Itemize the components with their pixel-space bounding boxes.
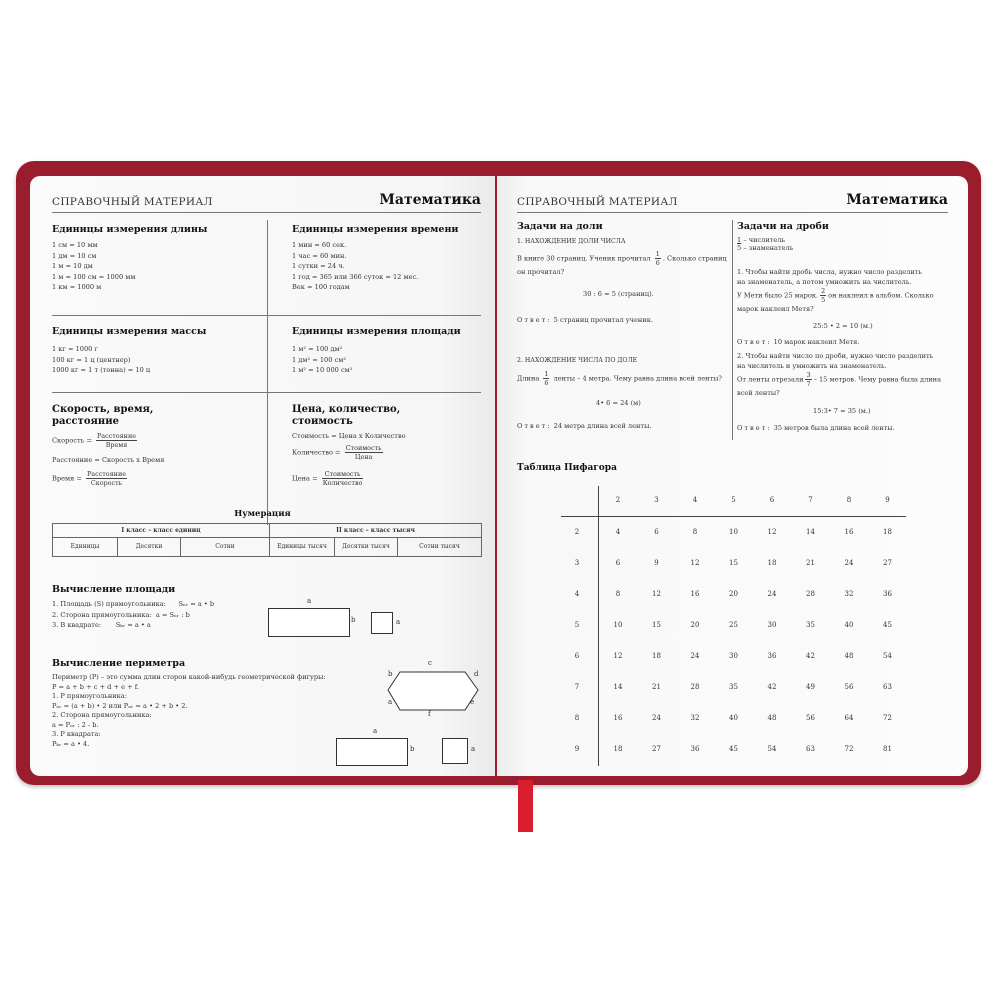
pythagoras-cell: 42 xyxy=(806,652,815,660)
pythagoras-cell: 45 xyxy=(883,621,892,629)
fraction xyxy=(345,444,383,461)
area-calc-line xyxy=(52,620,214,631)
bookmark-ribbon xyxy=(518,780,533,832)
perimeter-list xyxy=(52,673,326,749)
pythagoras-row-header: 5 xyxy=(574,621,580,629)
legend-text: – знаменатель xyxy=(743,244,794,252)
area-calc-text: 1. Площадь (S) прямоугольника: xyxy=(52,600,166,608)
side-formula: a = Sₙᵣ : b xyxy=(155,610,190,619)
mass-line: 100 кг = 1 ц (центнер) xyxy=(52,355,131,364)
area-calc-title: Вычисление площади xyxy=(52,584,176,595)
pythagoras-cell: 20 xyxy=(690,621,700,629)
legend-line xyxy=(737,236,793,244)
area-line: 1 м² = 100 дм² xyxy=(292,345,343,353)
pythagoras-cell: 24 xyxy=(767,590,777,598)
pythagoras-cell: 16 xyxy=(613,714,623,722)
problem-text: марок наклеил Метя? xyxy=(737,305,814,313)
fractions-p2-answer xyxy=(737,423,895,434)
numbering-cell: Единицы тысяч xyxy=(270,538,335,557)
pythagoras-col-header: 7 xyxy=(808,496,813,504)
pythagoras-cell: 64 xyxy=(844,714,854,722)
legend-denominator: 5 xyxy=(737,244,742,252)
pythagoras-cell: 40 xyxy=(844,621,854,629)
pythagoras-row-header: 7 xyxy=(574,683,580,691)
pythagoras-cell: 12 xyxy=(690,559,700,567)
pythagoras-cell: 63 xyxy=(806,745,815,753)
length-line: 1 м = 100 см = 1000 мм xyxy=(52,272,136,281)
pythagoras-horizontal-axis xyxy=(561,516,906,517)
shares-title: Задачи на доли xyxy=(517,221,603,232)
pythagoras-cell: 48 xyxy=(844,652,854,660)
numerator: Стоимость xyxy=(322,470,364,479)
fractions-title: Задачи на дроби xyxy=(737,221,829,232)
fractions-p1 xyxy=(737,267,934,314)
example-line xyxy=(737,371,941,388)
denominator: Время xyxy=(105,441,128,449)
pythagoras-cell: 10 xyxy=(729,528,738,536)
answer-label: Ответ: xyxy=(737,424,772,432)
problem-text: – 15 метров. Чему равна была длина xyxy=(813,375,942,384)
pythagoras-cell: 72 xyxy=(844,745,854,753)
area-calc-text: 2. Сторона прямоугольника: xyxy=(52,610,152,619)
price-title-line: Цена, количество, xyxy=(292,404,401,415)
pythagoras-cell: 18 xyxy=(767,559,777,567)
perimeter-line: a = Pₙᵣ : 2 - b. xyxy=(52,720,99,729)
right-page xyxy=(497,176,968,776)
pythagoras-cell: 45 xyxy=(729,745,738,753)
problem-text: всей ленты? xyxy=(737,389,780,397)
square-formula: Sₖᵥ = a • a xyxy=(115,621,151,629)
problem-text: Длина xyxy=(517,374,540,383)
fraction xyxy=(543,370,549,387)
left-header-section: СПРАВОЧНЫЙ МАТЕРИАЛ xyxy=(52,196,213,208)
side-label-a: a xyxy=(307,597,312,605)
answer-label: Ответ: xyxy=(517,316,552,324)
grid-divider xyxy=(267,220,268,525)
shares-p1-problem xyxy=(517,250,727,277)
fraction xyxy=(805,371,811,388)
perimeter-line: P = a + b + c + d + e + f. xyxy=(52,682,140,691)
pythagoras-cell: 20 xyxy=(729,590,738,598)
problem-text: он прочитал? xyxy=(517,268,565,276)
pythagoras-col-header: 5 xyxy=(731,496,736,504)
hex-label-e: e xyxy=(470,698,475,706)
time-line: 1 час = 60 мин. xyxy=(292,251,347,260)
pythagoras-cell: 28 xyxy=(690,683,700,691)
numbering-cell: Десятки xyxy=(118,538,181,557)
pythagoras-row-header: 6 xyxy=(574,652,580,660)
pythagoras-cell: 36 xyxy=(690,745,700,753)
perimeter-line: 1. P прямоугольника: xyxy=(52,692,127,700)
pythagoras-cell: 24 xyxy=(690,652,700,660)
shares-p2-problem xyxy=(517,370,722,387)
pythagoras-cell: 56 xyxy=(806,714,815,722)
pythagoras-cell: 18 xyxy=(652,652,661,660)
pythagoras-cell: 12 xyxy=(613,652,623,660)
length-line: 1 м = 10 дм xyxy=(52,262,93,270)
pythagoras-cell: 8 xyxy=(615,590,621,598)
pythagoras-cell: 49 xyxy=(806,683,815,691)
pythagoras-cell: 21 xyxy=(806,559,815,567)
denominator: Количество xyxy=(322,479,363,487)
pythagoras-cell: 10 xyxy=(613,621,623,629)
pythagoras-cell: 54 xyxy=(767,745,777,753)
problem-text: он наклеил в альбом. Сколько xyxy=(828,291,934,300)
pythagoras-title: Таблица Пифагора xyxy=(517,463,617,473)
length-line: 1 дм = 10 см xyxy=(52,251,97,260)
legend-text: – числитель xyxy=(743,236,786,244)
mass-title: Единицы измерения массы xyxy=(52,326,207,337)
right-header-title: Математика xyxy=(846,192,948,208)
area-calc-text: 3. В квадрате: xyxy=(52,621,102,629)
example-line xyxy=(737,287,934,304)
numbering-cell: Единицы xyxy=(53,538,118,557)
area-units-list xyxy=(292,344,352,376)
numbering-cell: Сотни xyxy=(181,538,270,557)
area-line: 1 дм² = 100 см² xyxy=(292,355,346,364)
legend-line xyxy=(737,244,793,252)
perimeter-line: Pₖᵥ = a • 4. xyxy=(52,739,90,748)
perimeter-line: 2. Сторона прямоугольника: xyxy=(52,711,152,719)
pythagoras-cell: 32 xyxy=(844,590,854,598)
pythagoras-cell: 81 xyxy=(883,745,892,753)
numerator: 3 xyxy=(806,371,811,379)
pythagoras-cell: 63 xyxy=(883,683,892,691)
pythagoras-row-header: 3 xyxy=(574,559,580,567)
time-line: 1 год = 365 или 366 суток = 12 мес. xyxy=(292,272,419,281)
pythagoras-cell: 54 xyxy=(883,652,892,660)
side-label-b: b xyxy=(410,745,415,753)
time-line: 1 мин = 60 сек. xyxy=(292,241,347,249)
perimeter-line: Pₙᵣ = (a + b) • 2 или Pₙᵣ = a • 2 + b • 2. xyxy=(52,701,188,710)
cost-formula: Стоимость = Цена х Количество xyxy=(292,432,406,440)
side-label-a: a xyxy=(373,727,378,735)
area-units-title: Единицы измерения площади xyxy=(292,326,461,337)
time-list xyxy=(292,240,418,293)
fraction xyxy=(96,432,137,449)
fraction xyxy=(86,470,127,487)
pythagoras-col-header: 6 xyxy=(769,496,775,504)
formula-label: Скорость = xyxy=(52,436,92,445)
answer-label: Ответ: xyxy=(517,422,552,430)
quantity-formula xyxy=(292,444,385,461)
speed-title-line: Скорость, время, xyxy=(52,404,154,415)
pythagoras-cell: 21 xyxy=(652,683,661,691)
shares-p1-calc: 30 : 6 = 5 (страниц). xyxy=(583,290,654,298)
denominator: 5 xyxy=(821,296,826,304)
numbering-title: Нумерация xyxy=(234,509,291,519)
answer-label: Ответ: xyxy=(737,338,772,346)
pythagoras-cell: 30 xyxy=(767,621,777,629)
answer-text: 35 метров была длина всей ленты. xyxy=(773,424,895,432)
hex-label-a: a xyxy=(388,698,393,706)
time-formula xyxy=(52,470,129,487)
numbering-table xyxy=(52,523,482,557)
side-label-a: a xyxy=(396,618,401,626)
grid-divider xyxy=(52,315,481,316)
pythagoras-cell: 8 xyxy=(692,528,698,536)
length-line: 1 км = 1000 м xyxy=(52,283,102,291)
fractions-p2-calc: 15:3• 7 = 35 (м.) xyxy=(813,407,871,415)
side-label-b: b xyxy=(351,616,356,624)
pythagoras-cell: 48 xyxy=(767,714,777,722)
formula-label: Цена = xyxy=(292,474,318,483)
denominator: 6 xyxy=(544,379,549,387)
speed-formula xyxy=(52,432,139,449)
problem-text: В книге 30 страниц. Ученик прочитал xyxy=(517,254,651,263)
problem-text: У Мети было 25 марок. xyxy=(737,291,819,300)
numbering-cell: Десятки тысяч xyxy=(335,538,398,557)
mass-line: 1 кг = 1000 г xyxy=(52,345,98,353)
pythagoras-cell: 15 xyxy=(729,559,738,567)
class2-header: II класс – класс тысяч xyxy=(270,524,482,538)
header-rule xyxy=(52,212,481,213)
pythagoras-cell: 12 xyxy=(652,590,661,598)
price-title xyxy=(292,404,400,428)
pythagoras-col-header: 2 xyxy=(615,496,621,504)
grid-divider xyxy=(52,392,481,393)
fraction xyxy=(820,287,826,304)
left-page xyxy=(30,176,495,776)
header-rule xyxy=(517,212,948,213)
pythagoras-cell: 16 xyxy=(844,528,854,536)
left-header-title: Математика xyxy=(379,192,481,208)
pythagoras-cell: 14 xyxy=(613,683,623,691)
denominator: 6 xyxy=(655,259,660,267)
legend-numerator: 1 xyxy=(737,236,742,244)
rectangle-figure xyxy=(268,608,350,637)
rectangle-figure xyxy=(336,738,408,766)
denominator: 7 xyxy=(806,380,811,388)
shares-p2-answer xyxy=(517,421,651,432)
pythagoras-cell: 6 xyxy=(615,559,621,567)
problem-text: ленты – 4 метра. Чему равна длина всей ленты? xyxy=(553,374,722,383)
formula-label: Время = xyxy=(52,474,82,483)
pythagoras-cell: 25 xyxy=(729,621,738,629)
pythagoras-col-header: 8 xyxy=(846,496,852,504)
area-formula: Sₙᵣ = a • b xyxy=(178,600,215,608)
numerator: Расстояние xyxy=(97,432,136,440)
pythagoras-cell: 18 xyxy=(613,745,623,753)
area-calc-line xyxy=(52,599,214,610)
right-header-section: СПРАВОЧНЫЙ МАТЕРИАЛ xyxy=(517,196,678,208)
pythagoras-cell: 4 xyxy=(615,528,621,536)
shares-p2-calc: 4• 6 = 24 (м) xyxy=(596,399,641,407)
fraction xyxy=(322,470,364,487)
pythagoras-col-header: 4 xyxy=(692,496,698,504)
length-line: 1 см = 10 мм xyxy=(52,241,98,249)
shares-p1-heading: 1. НАХОЖДЕНИЕ ДОЛИ ЧИСЛА xyxy=(517,238,626,245)
pythagoras-row-header: 9 xyxy=(574,745,580,753)
fractions-p1-calc: 25:5 • 2 = 10 (м.) xyxy=(813,322,873,330)
pythagoras-cell: 35 xyxy=(729,683,738,691)
hex-label-b: b xyxy=(388,670,393,678)
numbering-cell: Сотни тысяч xyxy=(398,538,482,557)
distance-formula: Расстояние = Скорость х Время xyxy=(52,456,165,464)
pythagoras-row-header: 2 xyxy=(574,528,580,536)
perimeter-line: 3. P квадрата: xyxy=(52,730,101,738)
perimeter-title: Вычисление периметра xyxy=(52,658,186,669)
time-line: Век = 100 годам xyxy=(292,283,350,291)
fraction xyxy=(655,250,661,267)
mass-list xyxy=(52,344,150,376)
area-calc-line xyxy=(52,610,214,621)
numerator: Стоимость xyxy=(345,444,382,452)
square-figure xyxy=(442,738,468,764)
pythagoras-cell: 12 xyxy=(767,528,777,536)
pythagoras-cell: 28 xyxy=(806,590,815,598)
time-line: 1 сутки = 24 ч. xyxy=(292,262,345,270)
mass-line: 1000 кг = 1 т (тонна) = 10 ц xyxy=(52,366,151,374)
pythagoras-row-header: 8 xyxy=(574,714,580,722)
time-title: Единицы измерения времени xyxy=(292,224,459,235)
pythagoras-col-header: 9 xyxy=(885,496,890,504)
pythagoras-col-header: 3 xyxy=(654,496,659,504)
shares-p1-answer xyxy=(517,315,653,326)
pythagoras-cell: 15 xyxy=(652,621,661,629)
numerator: 2 xyxy=(821,287,826,295)
rule-text: на числитель и умножить на знаменатель. xyxy=(737,362,887,370)
hex-label-f: f xyxy=(428,710,431,718)
length-title: Единицы измерения длины xyxy=(52,224,208,235)
problem-text: От ленты отрезали xyxy=(737,375,804,384)
numerator: 1 xyxy=(655,250,660,258)
rule-text: на знаменатель, а потом умножить на числитель. xyxy=(737,278,912,286)
area-calc-list xyxy=(52,599,214,631)
column-divider xyxy=(732,220,733,440)
pythagoras-cell: 18 xyxy=(883,528,892,536)
pythagoras-cell: 14 xyxy=(806,528,815,536)
denominator: Цена xyxy=(354,453,373,461)
pythagoras-cell: 9 xyxy=(654,559,659,567)
shares-p2-heading: 2. НАХОЖДЕНИЕ ЧИСЛА ПО ДОЛЕ xyxy=(517,357,638,364)
price-formula xyxy=(292,470,365,487)
length-list xyxy=(52,240,136,293)
pythagoras-vertical-axis xyxy=(598,486,599,766)
answer-text: 24 метра длина всей ленты. xyxy=(553,422,652,430)
problem-text: . Сколько страниц xyxy=(662,254,727,263)
pythagoras-cell: 40 xyxy=(729,714,738,722)
rule-text: 1. Чтобы найти дробь числа, нужно число разделить xyxy=(737,268,922,276)
square-figure xyxy=(371,612,393,634)
speed-title-line: расстояние xyxy=(52,416,120,427)
price-title-line: стоимость xyxy=(292,416,353,427)
fractions-p2 xyxy=(737,351,941,398)
speed-title xyxy=(52,404,153,428)
pythagoras-cell: 32 xyxy=(690,714,700,722)
pythagoras-cell: 16 xyxy=(690,590,700,598)
numerator: Расстояние xyxy=(87,470,126,478)
area-line: 1 м² = 10 000 см² xyxy=(292,366,353,374)
fractions-p1-answer xyxy=(737,337,859,348)
answer-text: 5 страниц прочитал ученик. xyxy=(553,316,653,324)
pythagoras-cell: 36 xyxy=(883,590,892,598)
pythagoras-cell: 6 xyxy=(654,528,659,536)
fraction-legend xyxy=(737,236,793,252)
pythagoras-cell: 24 xyxy=(844,559,854,567)
answer-text: 10 марок наклеил Метя. xyxy=(773,338,860,346)
rule-text: 2. Чтобы найти число по дроби, нужно число разделить xyxy=(737,352,934,360)
pythagoras-cell: 27 xyxy=(883,559,892,567)
formula-label: Количество = xyxy=(292,448,341,457)
side-label-a: a xyxy=(471,745,476,753)
hex-label-c: c xyxy=(428,659,432,667)
pythagoras-cell: 36 xyxy=(767,652,777,660)
pythagoras-cell: 24 xyxy=(652,714,661,722)
numerator: 1 xyxy=(544,370,549,378)
pythagoras-cell: 42 xyxy=(767,683,777,691)
pythagoras-row-header: 4 xyxy=(574,590,580,598)
pythagoras-cell: 27 xyxy=(652,745,661,753)
hex-label-d: d xyxy=(474,670,479,678)
perimeter-line: Периметр (P) – это сумма длин сторон какой-нибудь геометрической фигуры: xyxy=(52,673,326,681)
class1-header: I класс – класс единиц xyxy=(53,524,270,538)
pythagoras-cell: 72 xyxy=(883,714,892,722)
pythagoras-cell: 30 xyxy=(729,652,738,660)
pythagoras-cell: 56 xyxy=(844,683,854,691)
denominator: Скорость xyxy=(90,479,123,487)
pythagoras-cell: 35 xyxy=(806,621,815,629)
